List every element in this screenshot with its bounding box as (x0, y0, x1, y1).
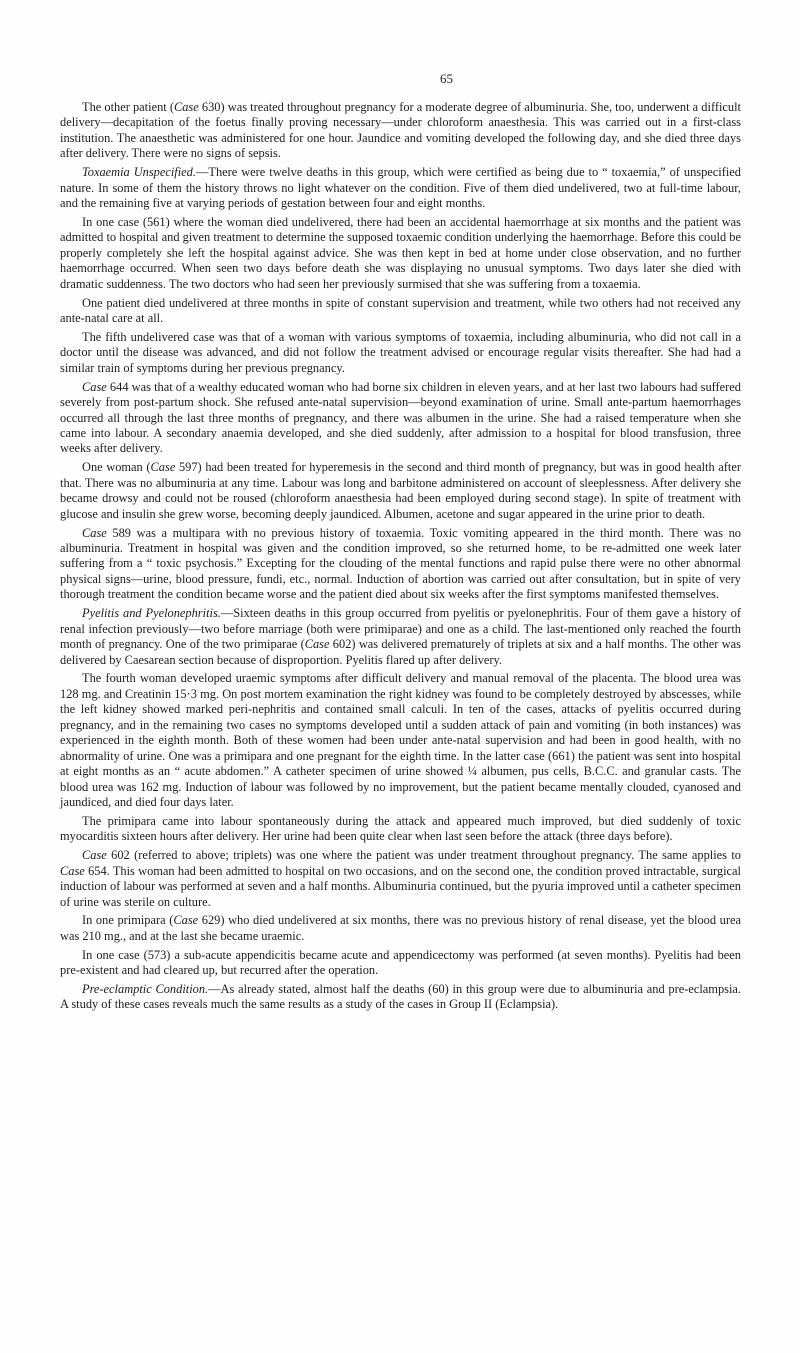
paragraph (60, 982, 741, 1013)
paragraph (60, 606, 741, 668)
text-run: One woman ( (82, 460, 151, 475)
italic-text: Toxaemia Unspecified. (82, 165, 196, 180)
text-run: The other patient ( (82, 100, 174, 114)
text-run: The fifth undelivered case was that of a woman with various symptoms of toxaemia, including albuminuria, who did not call in a doctor until the disease was advanced, and did not follow the treatment advised or encourage regular visits thereafter. She had had a similar train of symptoms during her previous pregnancy. (60, 329, 741, 375)
text-run: —There were twelve deaths in this group, which were certified as being due to “ toxaemia,” of unspecified nature. In some of them the history throws no light whatever on the condition. Five of them died undelivered, two at full-time labour, and the remaining five at varying periods of gestation between four and eight months. (60, 165, 741, 211)
text-run: 654. This woman had been admitted to hospital on two occasions, and on the second one, the condition proved intractable, surgical induction of labour was performed at seven and a half months. Albuminuria continued, but the pyuria improved until a catheter specimen of urine was sterile on culture. (60, 863, 741, 909)
paragraph (60, 671, 741, 810)
text-run: In one case (561) where the woman died undelivered, there had been an accidental haemorrhage at six months and the patient was admitted to hospital and given treatment to determine the supposed toxaemic condition underlying the haemorrhage. Before this could be properly completely she left the hospital against advice. She was then kept in bed at home under close observation, and no further haemorrhage occurred. When seen two days before death she was displaying no unusual symptoms. Two days later she died with dramatic suddenness. The two doctors who had seen her previously surmised that she was suffering from a toxaemia. (60, 214, 741, 291)
italic-text: Case (82, 525, 107, 540)
paragraph (60, 848, 741, 910)
text-run: 602) was delivered prematurely of triplets at six and a half months. The other was delivered by Caesarean section because of disproportion. Pyelitis flared up after delivery. (60, 637, 741, 667)
italic-text: Case (304, 637, 330, 652)
paragraph (60, 814, 741, 845)
text-run: One patient died undelivered at three months in spite of constant supervision and treatment, while two others had not received any ante-natal care at all. (60, 295, 741, 326)
text-run: In one primipara ( (82, 913, 174, 928)
paragraph (60, 948, 741, 979)
body-text (60, 100, 741, 1016)
text-run: —Sixteen deaths in this group occurred from pyelitis or pyelonephritis. Four of them gave a history of renal infection previously—two before marriage (both were primiparae) and one as a child. The last-mentioned only reached the fourth month of pregnancy. One of the two primiparae ( (60, 606, 741, 652)
text-run: The fourth woman developed uraemic symptoms after difficult delivery and manual removal of the placenta. The blood urea was 128 mg. and Creatinin 15·3 mg. On post mortem examination the right kidney was found to be completely destroyed by abscesses, while the left kidney showed marked peri-nephritis and contained small calculi. In ten of the cases, attacks of pyelitis occurred during pregnancy, and in the remaining two cases no symptoms developed until a sudden attack of pain and vomiting (in both instances) was experienced in the eighth month. Both of these women had been under ante-natal supervision and had been in good health, with no abnormality of urine. One was a primipara and one pregnant for the eighth time. In the latter case (661) the patient was sent into hospital at eight months as an “ acute abdomen.” A catheter specimen of urine showed ¼ albumen, pus cells, B.C.C. and granular casts. The blood urea was 162 mg. Induction of labour was followed by no improvement, but the patient became mentally clouded, cyanosed and jaundiced, and died four days later. (60, 671, 741, 809)
text-run: —As already stated, almost half the deaths (60) in this group were due to albuminuria and pre-eclampsia. A study of these cases reveals much the same results as a study of the cases in Group II (Eclampsia). (60, 981, 741, 1012)
italic-text: Pyelitis and Pyelonephritis. (82, 606, 221, 621)
text-run: 630) was treated throughout pregnancy for a moderate degree of albuminuria. She, too, underwent a difficult delivery—decapitation of the foetus finally proving necessary—under chloroform anaesthesia. This was carried out in a first-class institution. The anaesthetic was administered for one hour. Jaundice and vomiting developed the following day, and she died three days after delivery. There were no signs of sepsis. (60, 100, 741, 161)
paragraph (60, 165, 741, 211)
italic-text: Case (150, 460, 176, 475)
text-run: 597) had been treated for hyperemesis in the second and third month of pregnancy, but was in good health after that. There was no albuminuria at any time. Labour was long and barbitone administered on account of sleeplessness. After delivery she became drowsy and could not be roused (chloroform anaesthesia had been employed during second stage). In spite of treatment with glucose and insulin she grew worse, becoming deeply jaundiced. Albumen, acetone and sugar appeared in the urine prior to death. (60, 460, 741, 521)
italic-text: Case (173, 913, 199, 928)
paragraph (60, 380, 741, 457)
paragraph (60, 296, 741, 327)
paragraph (60, 526, 741, 603)
paragraph (60, 100, 741, 162)
italic-text: Case (82, 848, 107, 863)
page-number: 65 (440, 71, 453, 86)
text-run: 629) who died undelivered at six months, there was no previous history of renal disease, yet the blood urea was 210 mg., and at the last she became uraemic. (60, 913, 742, 943)
text-run: In one case (573) a sub-acute appendicitis became acute and appendicectomy was performed (at seven months). Pyelitis had been pre-existent and had cleared up, but recurred after the operation. (60, 947, 741, 978)
paragraph (60, 913, 741, 944)
text-run: 589 was a multipara with no previous history of toxaemia. Toxic vomiting appeared in the third month. There was no albuminuria. Treatment in hospital was given and the condition improved, so she returned home, to be re-admitted one week later suffering from a “ toxic psychosis.” Excepting for the clouding of the mental functions and rapid pulse there were no other abnormal physical signs—urine, blood pressure, fundi, etc., normal. Induction of abortion was carried out after consultation, but in spite of very thorough treatment the condition became worse and the patient died about six weeks after the first symptoms manifested themselves. (60, 525, 741, 602)
italic-text: Case (82, 379, 107, 394)
paragraph (60, 330, 741, 376)
text-run: 602 (referred to above; triplets) was one where the patient was under treatment throughout pregnancy. The same applies to (106, 848, 741, 863)
italic-text: Case (173, 100, 199, 114)
paragraph (60, 460, 741, 522)
text-run: 644 was that of a wealthy educated woman who had borne six children in eleven years, and at her last two labours had suffered severely from post-partum shock. She refused ante-natal supervision—beyond examination of urine. Small ante-partum haemorrhages occurred all through the last three months of pregnancy, and there was albumen in the urine. She had a raised temperature when she came into labour. A secondary anaemia developed, and she died suddenly, after admission to a hospital for blood transfusion, three weeks after delivery. (60, 379, 741, 456)
text-run: The primipara came into labour spontaneously during the attack and appeared much improved, but died suddenly of toxic myocarditis sixteen hours after delivery. Her urine had been quite clear when last seen before the attack (three days before). (60, 813, 741, 844)
italic-text: Pre-eclamptic Condition. (82, 981, 209, 996)
italic-text: Case (60, 863, 85, 878)
paragraph (60, 215, 741, 292)
